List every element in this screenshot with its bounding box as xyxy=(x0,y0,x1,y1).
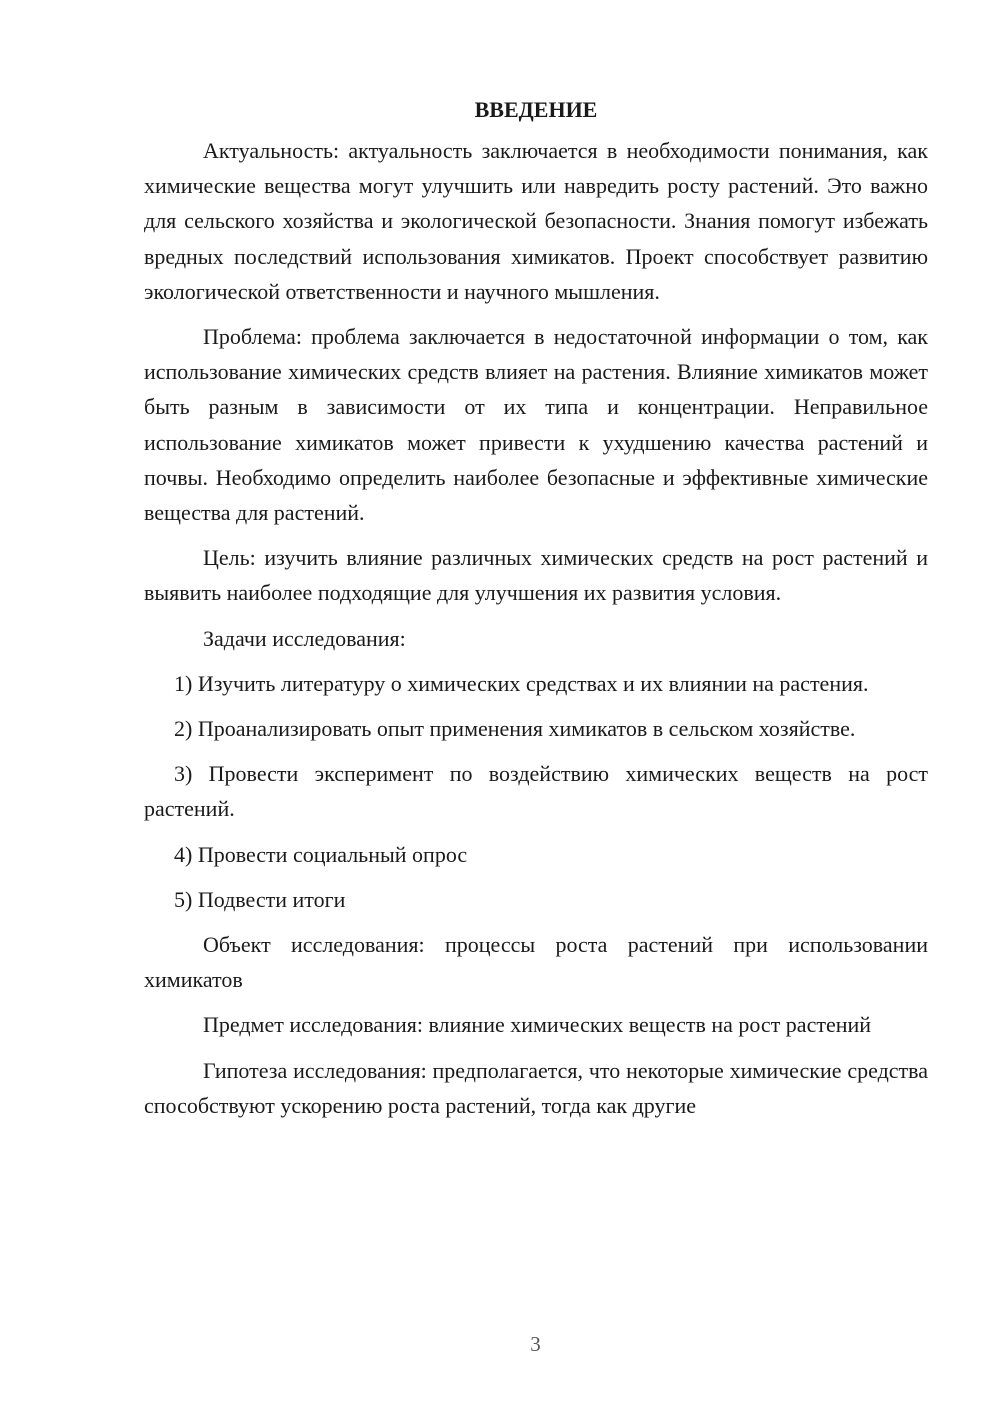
task-item-5: 5) Подвести итоги xyxy=(174,886,346,912)
problem-paragraph: Проблема: проблема заключается в недостаточной информации о том, как использование химических средств влияет на растения. Влияние химикатов может быть разным в зависимости от их типа и концентрации. Неправильное использование химикатов может привести к ухудшению качества растений и почвы. Необходимо определить наиболее безопасные и эффективные химические вещества для растений. xyxy=(144,324,928,526)
section-heading: ВВЕДЕНИЕ xyxy=(474,97,598,122)
relevance-paragraph: Актуальность: актуальность заключается в необходимости понимания, как химические вещества могут улучшить или навредить росту растений. Это важно для сельского хозяйства и экологической безопасности. Знания помогут избежать вредных последствий использования химикатов. Проект способствует развитию экологической ответственности и научного мышления. xyxy=(144,138,928,304)
task-item-2: 2) Проанализировать опыт применения химикатов в сельском хозяйстве. xyxy=(174,716,856,742)
task-item-4: 4) Провести социальный опрос xyxy=(174,841,468,867)
goal-paragraph: Цель: изучить влияние различных химических средств на рост растений и выявить наиболее подходящие для улучшения их развития условия. xyxy=(144,545,928,606)
hypothesis-paragraph: Гипотеза исследования: предполагается, что некоторые химические средства способствуют ускорению роста растений, тогда как другие xyxy=(144,1057,928,1118)
tasks-heading: Задачи исследования: xyxy=(203,625,406,651)
task-item-1: 1) Изучить литературу о химических средствах и их влиянии на растения. xyxy=(174,670,869,696)
object-paragraph: Объект исследования: процессы роста растений при использовании химикатов xyxy=(144,932,928,993)
page-number: 3 xyxy=(530,1332,541,1356)
task-item-3: 3) Провести эксперимент по воздействию химических веществ на рост растений. xyxy=(144,761,928,822)
subject-paragraph: Предмет исследования: влияние химических веществ на рост растений xyxy=(203,1012,872,1038)
document-page xyxy=(144,92,928,1133)
